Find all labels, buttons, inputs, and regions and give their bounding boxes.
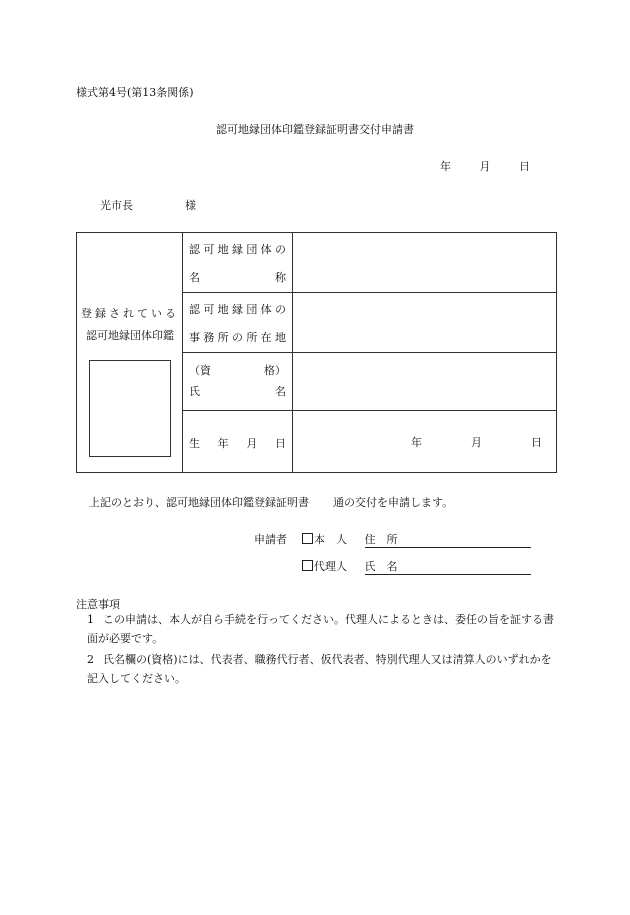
self-checkbox[interactable] (302, 533, 313, 544)
birthdate-date-labels (293, 434, 556, 450)
name-field[interactable] (365, 558, 531, 575)
office-address-label-cell (183, 293, 293, 353)
name-label: 氏 名 (364, 560, 398, 573)
note-text: この申請は、本人が自ら手続を行ってください。代理人によるときは、委任の旨を証する書面が必要です。 (87, 613, 554, 645)
statement-part1: 上記のとおり、認可地縁団体印鑑登録証明書 (89, 496, 309, 509)
group-name-field[interactable] (293, 233, 557, 293)
note-item (87, 610, 557, 648)
group-name-label-line1: 認 可 地 縁 団 体 の (189, 243, 286, 256)
birthdate-field[interactable] (293, 411, 557, 473)
form-number: 様式第4号(第13条関係) (76, 86, 194, 99)
proxy-checkbox[interactable] (302, 560, 313, 571)
address-label: 住 所 (364, 533, 398, 546)
applicant-label: 申請者 (254, 533, 287, 546)
note-number: 1 (87, 613, 94, 626)
notes-heading: 注意事項 (76, 598, 120, 611)
request-statement (89, 494, 453, 510)
birthdate-label: 生 年 月 日 (189, 437, 286, 450)
office-address-label-line1: 認 可 地 縁 団 体 の (189, 303, 286, 316)
registered-seal-label-line2: 認可地縁団体印鑑 (86, 329, 174, 342)
application-date (440, 158, 530, 174)
statement-part2: 通の交付を申請します。 (333, 496, 454, 509)
addressee (100, 197, 196, 213)
date-day-label: 日 (519, 160, 530, 173)
group-name-label-cell (183, 233, 293, 293)
birthdate-day-label: 日 (531, 435, 542, 449)
applicant-proxy-row (302, 558, 531, 575)
note-number: 2 (87, 653, 94, 666)
representative-name-label: 氏 名 (189, 385, 286, 398)
birthdate-label-cell (183, 411, 293, 473)
group-name-label-line2: 名 称 (189, 271, 286, 284)
representative-name-field[interactable] (293, 353, 557, 411)
date-month-label: 月 (479, 160, 491, 173)
note-item (87, 650, 557, 688)
registered-seal-label-line1: 登録されている (81, 307, 179, 320)
date-year-label: 年 (440, 160, 451, 173)
birthdate-year-label: 年 (411, 435, 422, 449)
note-text: 氏名欄の(資格)には、代表者、職務代行者、仮代表者、特別代理人又は清算人のいずれかを記入してください。 (87, 653, 552, 685)
office-address-field[interactable] (293, 293, 557, 353)
qualification-label: （資 格） (189, 364, 286, 377)
self-option-label: 本 人 (314, 533, 347, 546)
seal-impression-box[interactable] (89, 360, 171, 457)
addressee-honorific: 様 (185, 199, 196, 212)
form-title: 認可地縁団体印鑑登録証明書交付申請書 (216, 123, 414, 136)
address-field[interactable] (365, 531, 531, 548)
proxy-option-label: 代理人 (314, 560, 347, 573)
registered-seal-cell (77, 233, 183, 473)
addressee-name: 光市長 (100, 199, 133, 212)
application-table (76, 232, 557, 473)
registered-seal-label (77, 303, 183, 347)
applicant-self-row (302, 531, 531, 548)
office-address-label-line2: 事 務 所 の 所 在 地 (189, 331, 286, 344)
representative-name-label-cell (183, 353, 293, 411)
birthdate-month-label: 月 (471, 435, 482, 449)
